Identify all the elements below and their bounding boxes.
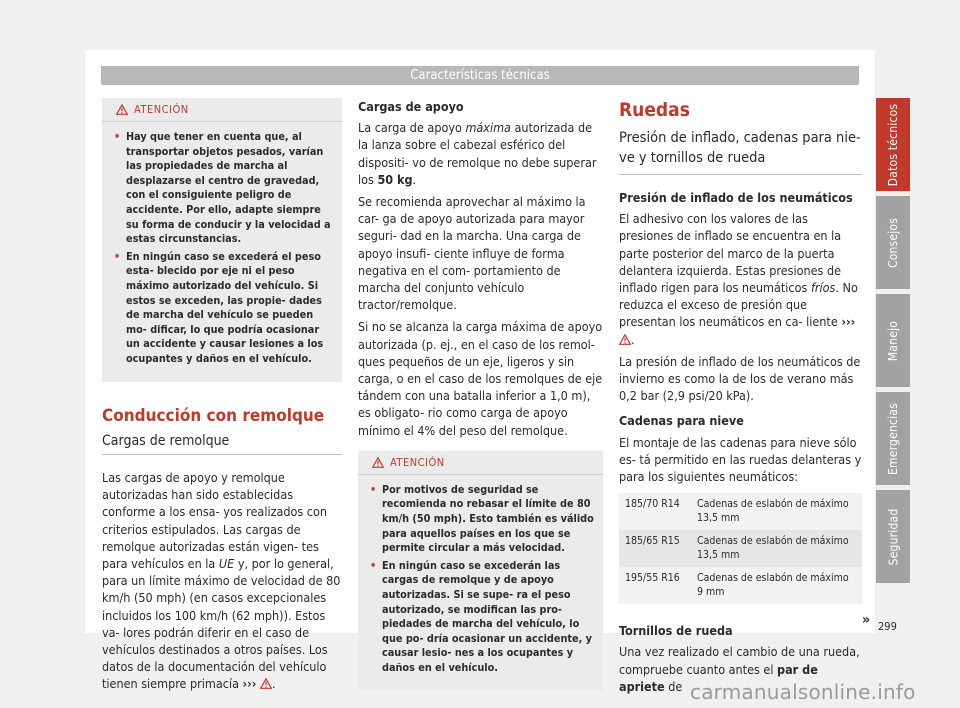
tab-seguridad[interactable]: Seguridad — [876, 490, 910, 583]
paragraph: El montaje de las cadenas para nieve sólo es- tá permitido en las ruedas delanteras y para los siguientes neumáticos: — [619, 434, 862, 485]
bullet-icon: • — [370, 482, 377, 496]
warning-triangle-icon — [619, 334, 631, 345]
warning-item: • Por motivos de seguridad se recomienda no rebasar el límite de 80 km/h (50 mph). Esto también es válido para aquellos países en los que se permite circular a más velocidad. — [370, 482, 594, 555]
heading-tornillos: Tornillos de rueda — [619, 623, 733, 639]
section-title-ruedas: Ruedas — [619, 99, 690, 121]
warning-item: • Hay que tener en cuenta que, al transportar objetos pesados, varían las propiedades de marcha al desplazarse el centro de gravedad, con el consiguiente peligro de accidente. Por ello, adapte siempre su forma de conducir y la velocidad a estas circunstancias. — [114, 130, 331, 246]
table-row: 185/65 R15 Cadenas de eslabón de máximo 13,5 mm — [619, 530, 862, 567]
heading-presion: Presión de inflado de los neumáticos — [619, 190, 853, 205]
cross-reference-icon[interactable]: ››› — [841, 314, 856, 330]
warning-label: ATENCIÓN — [134, 102, 189, 116]
tab-datos-tecnicos[interactable]: Datos técnicos — [876, 98, 910, 191]
warning-triangle-icon — [116, 104, 128, 115]
running-header: Características técnicas — [101, 66, 859, 85]
warning-triangle-icon — [260, 678, 272, 689]
paragraph: Si no se alcanza la carga máxima de apoyo autorizada (p. ej., en el caso de los remol- ques pequeños de un eje, ligeros y sin carga, o en el caso de los remolques de eje tándem con una batalla inferior a 1,0 m), es obligato- rio como carga de apoyo mínimo el 4% del peso del remolque. — [358, 319, 603, 438]
divider — [619, 174, 862, 175]
snow-chain-table — [619, 493, 862, 604]
bullet-icon: • — [114, 130, 121, 143]
warning-item: • En ningún caso se excederá el peso esta- blecido por eje ni el peso máximo autorizado del vehículo. Si estos se exceden, las propie- dades de marcha del vehículo se pueden mo- dificar, lo que podría ocasionar un accidente y causar lesiones a los ocupantes y daños en el vehículo. — [114, 249, 324, 365]
heading-cadenas: Cadenas para nieve — [619, 413, 744, 429]
column-right — [619, 98, 862, 700]
tab-manejo[interactable]: Manejo — [876, 294, 910, 387]
section-title: Conducción con remolque — [102, 405, 325, 426]
warning-item: • En ningún caso se excederán las cargas de remolque y de apoyo autorizadas. Si se supe- ra el peso autorizado, se modifican las pro- piedades de marcha del vehículo, lo que po- dría ocasionar un accidente, y causar lesio- nes a los ocupantes y daños en el vehículo. — [370, 558, 592, 674]
cross-reference-icon[interactable]: ››› — [242, 676, 257, 692]
paragraph: El adhesivo con los valores de las presiones de inflado se encuentra en la parte posterior del marco de la puerta delantera izquierda. Estas presiones de inflado rigen para los neumáticos fríos. No reduzca el exceso de presión que presentan los neumáticos en ca- liente ››› . — [619, 211, 858, 347]
tab-emergencias[interactable]: Emergencias — [876, 392, 910, 485]
warning-box — [358, 451, 603, 691]
column-left — [102, 98, 342, 698]
paragraph: Se recomienda aprovechar al máximo la car- ga de apoyo autorizada para mayor seguri- dad en la marcha. Una carga de apoyo insufi- ciente influye de forma negativa en el com- portamiento de marcha del conjunto vehículo tractor/remolque. — [358, 194, 586, 313]
subsection-title: Presión de inflado, cadenas para nie- ve y tornillos de rueda — [619, 130, 861, 166]
watermark: carmanualsonline.info — [690, 680, 916, 704]
table-row: 195/55 R16 Cadenas de eslabón de máximo 9 mm — [619, 567, 862, 604]
heading-cargas-apoyo: Cargas de apoyo — [358, 99, 464, 114]
divider — [102, 454, 342, 455]
table-row: 185/70 R14 Cadenas de eslabón de máximo 13,5 mm — [619, 493, 862, 530]
warning-triangle-icon — [372, 457, 384, 468]
warning-box — [102, 98, 342, 382]
paragraph: La carga de apoyo máxima autorizada de la lanza sobre el cabezal esférico del dispositi- vo de remolque no debe superar los 50 kg. — [358, 120, 597, 187]
warning-label: ATENCIÓN — [390, 455, 445, 469]
paragraph: Una vez realizado el cambio de una rueda, compruebe cuanto antes el par de apriete de — [619, 644, 860, 694]
paragraph: Las cargas de apoyo y remolque autorizadas han sido establecidas conforme a los ensa- yos realizados con criterios estipulados. Las cargas de remolque autorizadas están vigen- tes para vehículos en la UE y, por lo general, para un límite máximo de velocidad de 80 km/h (50 mph) (en casos excepcionales incluidos los 100 km/h (62 mph)). Estos va- lores podrán diferir en el caso de vehículos destinados a otros países. Los datos de la documentación del vehículo tienen siempre primacía ››› . — [102, 469, 341, 692]
paragraph: La presión de inflado de los neumáticos de invierno es como la de los de verano más 0,2 bar (2,9 psi/20 kPa). — [619, 353, 861, 404]
bullet-icon: • — [114, 249, 121, 263]
column-middle — [358, 98, 603, 701]
subsection-title: Cargas de remolque — [102, 432, 230, 449]
bullet-icon: • — [370, 558, 377, 572]
tab-consejos[interactable]: Consejos — [876, 196, 910, 289]
continue-arrow-icon: » — [862, 612, 871, 628]
warning-header — [102, 98, 342, 122]
warning-header — [358, 451, 603, 475]
page-number: 299 — [878, 620, 897, 633]
